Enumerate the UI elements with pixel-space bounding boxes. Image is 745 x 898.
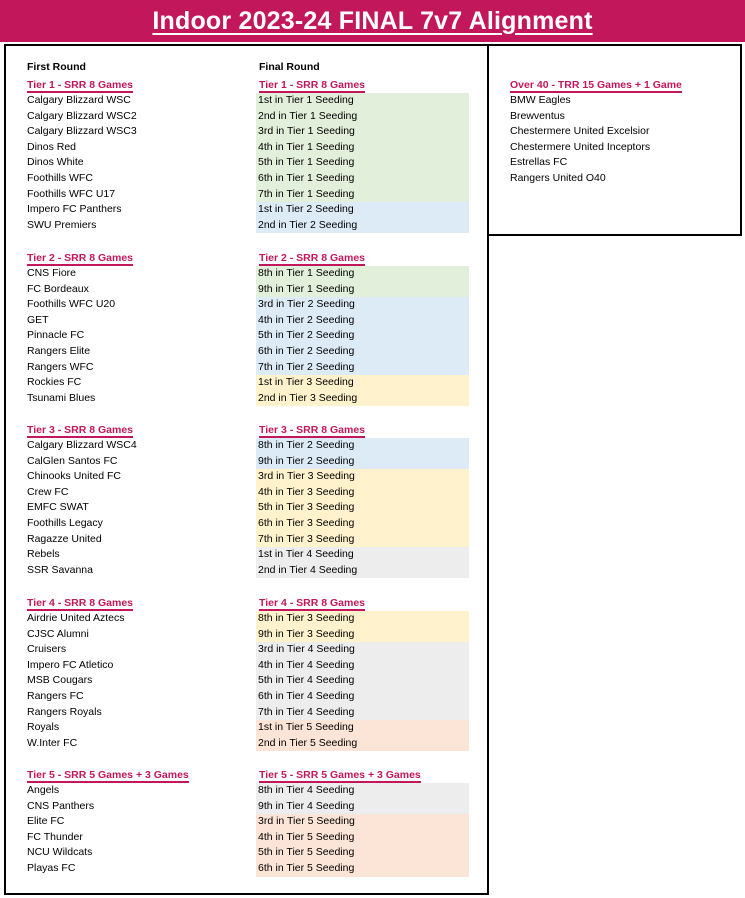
team-name: Tsunami Blues	[27, 391, 96, 404]
team-name: CJSC Alumni	[27, 627, 89, 640]
seeding-cell: 2nd in Tier 1 Seeding	[256, 109, 469, 125]
team-name: CalGlen Santos FC	[27, 454, 118, 467]
seeding-cell: 9th in Tier 2 Seeding	[256, 454, 469, 470]
final-round-header: Final Round	[259, 61, 320, 73]
seeding-cell: 5th in Tier 2 Seeding	[256, 328, 469, 344]
first-round-tier-title	[27, 251, 133, 266]
team-name: Calgary Blizzard WSC4	[27, 439, 137, 451]
team-name: EMFC SWAT	[27, 501, 89, 514]
team-name: MSB Cougars	[27, 674, 93, 687]
seeding-cell: 2nd in Tier 3 Seeding	[256, 391, 469, 407]
team-name: W.Inter FC	[27, 736, 78, 749]
team-name: Pinnacle FC	[27, 329, 85, 342]
over40-team-name: Chestermere United Excelsior	[510, 125, 650, 138]
seeding-cell: 1st in Tier 4 Seeding	[256, 547, 469, 563]
first-round-tier-title	[27, 78, 133, 93]
seeding-cell: 7th in Tier 4 Seeding	[256, 705, 469, 721]
tier-title-text: Tier 1 - SRR 8 Games	[27, 79, 134, 91]
seeding-cell: 4th in Tier 2 Seeding	[256, 313, 469, 329]
tier-title-text: Tier 3 - SRR 8 Games	[259, 424, 366, 436]
seeding-cell: 3rd in Tier 1 Seeding	[256, 124, 469, 140]
team-name: Dinos Red	[27, 140, 77, 153]
over40-panel	[487, 44, 742, 236]
team-name: Impero FC Atletico	[27, 658, 114, 671]
team-name: Elite FC	[27, 815, 65, 828]
seeding-cell: 5th in Tier 5 Seeding	[256, 845, 469, 861]
final-round-tier-title	[259, 768, 421, 783]
seeding-cell: 4th in Tier 4 Seeding	[256, 658, 469, 674]
seeding-cell: 1st in Tier 2 Seeding	[256, 202, 469, 218]
over40-team-name: Chestermere United Inceptors	[510, 140, 651, 153]
over40-team-name: Rangers United O40	[510, 172, 606, 184]
team-name: Foothills WFC U17	[27, 187, 116, 200]
seeding-cell: 1st in Tier 5 Seeding	[256, 720, 469, 736]
team-name: Rangers FC	[27, 690, 84, 702]
team-name: Impero FC Panthers	[27, 203, 122, 216]
seeding-cell: 1st in Tier 3 Seeding	[256, 375, 469, 391]
team-name: Crew FC	[27, 485, 69, 498]
over40-title	[510, 78, 682, 93]
over40-team-name: Estrellas FC	[510, 156, 568, 169]
team-name: Rockies FC	[27, 376, 82, 389]
team-name: Calgary Blizzard WSC2	[27, 109, 137, 122]
seeding-cell: 2nd in Tier 5 Seeding	[256, 736, 469, 752]
first-round-tier-title	[27, 768, 189, 783]
seeding-cell: 4th in Tier 5 Seeding	[256, 830, 469, 846]
team-name: GET	[27, 313, 49, 326]
seeding-cell: 1st in Tier 1 Seeding	[256, 93, 469, 109]
seeding-cell: 3rd in Tier 3 Seeding	[256, 469, 469, 485]
seeding-cell: 3rd in Tier 2 Seeding	[256, 297, 469, 313]
team-name: Royals	[27, 721, 60, 734]
team-name: Foothills WFC	[27, 172, 93, 184]
alignment-table	[4, 44, 489, 895]
seeding-cell: 6th in Tier 1 Seeding	[256, 171, 469, 187]
team-name: NCU Wildcats	[27, 846, 93, 859]
tier-title-text: Tier 2 - SRR 8 Games	[259, 252, 366, 264]
seeding-cell: 2nd in Tier 2 Seeding	[256, 218, 469, 234]
tier-title-text: Over 40 - TRR 15 Games + 1 Game	[510, 79, 682, 91]
team-name: Cruisers	[27, 643, 67, 656]
team-name: Rangers WFC	[27, 360, 94, 373]
seeding-cell: 8th in Tier 2 Seeding	[256, 438, 469, 454]
tier-title-text: Tier 5 - SRR 5 Games + 3 Games	[259, 769, 421, 781]
team-name: Calgary Blizzard WSC3	[27, 125, 137, 138]
team-name: Rangers Royals	[27, 705, 102, 718]
team-name: FC Bordeaux	[27, 282, 89, 295]
seeding-cell: 8th in Tier 3 Seeding	[256, 611, 469, 627]
seeding-cell: 9th in Tier 3 Seeding	[256, 627, 469, 643]
seeding-cell: 7th in Tier 3 Seeding	[256, 532, 469, 548]
team-name: Rangers Elite	[27, 345, 91, 357]
page-title: Indoor 2023-24 FINAL 7v7 Alignment	[152, 6, 593, 35]
final-round-tier-title	[259, 251, 365, 266]
seeding-cell: 8th in Tier 4 Seeding	[256, 783, 469, 799]
final-round-tier-title	[259, 78, 365, 93]
seeding-cell: 3rd in Tier 5 Seeding	[256, 814, 469, 830]
team-name: Calgary Blizzard WSC	[27, 94, 131, 106]
final-round-tier-title	[259, 423, 365, 438]
seeding-cell: 5th in Tier 1 Seeding	[256, 155, 469, 171]
seeding-cell: 4th in Tier 1 Seeding	[256, 140, 469, 156]
tier-title-text: Tier 3 - SRR 8 Games	[27, 424, 134, 436]
team-name: CNS Panthers	[27, 799, 95, 812]
title-banner	[0, 0, 745, 42]
team-name: SWU Premiers	[27, 218, 97, 231]
seeding-cell: 6th in Tier 4 Seeding	[256, 689, 469, 705]
team-name: Chinooks United FC	[27, 470, 121, 483]
seeding-cell: 8th in Tier 1 Seeding	[256, 266, 469, 282]
over40-team-name: BMW Eagles	[510, 94, 571, 106]
first-round-tier-title	[27, 423, 133, 438]
seeding-cell: 6th in Tier 5 Seeding	[256, 861, 469, 877]
seeding-cell: 9th in Tier 1 Seeding	[256, 282, 469, 298]
team-name: Foothills WFC U20	[27, 298, 116, 311]
seeding-cell: 4th in Tier 3 Seeding	[256, 485, 469, 501]
seeding-cell: 5th in Tier 3 Seeding	[256, 500, 469, 516]
team-name: Dinos White	[27, 156, 84, 169]
tier-title-text: Tier 2 - SRR 8 Games	[27, 252, 134, 264]
first-round-header: First Round	[27, 61, 86, 73]
seeding-cell: 5th in Tier 4 Seeding	[256, 673, 469, 689]
seeding-cell: 2nd in Tier 4 Seeding	[256, 563, 469, 579]
seeding-cell: 3rd in Tier 4 Seeding	[256, 642, 469, 658]
team-name: CNS Fiore	[27, 267, 77, 279]
team-name: Rebels	[27, 548, 60, 561]
team-name: Ragazze United	[27, 532, 102, 545]
seeding-cell: 7th in Tier 2 Seeding	[256, 360, 469, 376]
seeding-cell: 7th in Tier 1 Seeding	[256, 187, 469, 203]
team-name: Foothills Legacy	[27, 517, 103, 529]
seeding-cell: 9th in Tier 4 Seeding	[256, 799, 469, 815]
tier-title-text: Tier 4 - SRR 8 Games	[259, 597, 366, 609]
tier-title-text: Tier 5 - SRR 5 Games + 3 Games	[27, 769, 189, 781]
team-name: Angels	[27, 784, 60, 796]
first-round-tier-title	[27, 596, 133, 611]
seeding-cell: 6th in Tier 3 Seeding	[256, 516, 469, 532]
team-name: Airdrie United Aztecs	[27, 612, 125, 624]
team-name: Playas FC	[27, 862, 76, 874]
tier-title-text: Tier 1 - SRR 8 Games	[259, 79, 366, 91]
team-name: FC Thunder	[27, 830, 83, 843]
team-name: SSR Savanna	[27, 563, 93, 576]
over40-team-name: Brewventus	[510, 109, 565, 122]
final-round-tier-title	[259, 596, 365, 611]
tier-title-text: Tier 4 - SRR 8 Games	[27, 597, 134, 609]
seeding-cell: 6th in Tier 2 Seeding	[256, 344, 469, 360]
